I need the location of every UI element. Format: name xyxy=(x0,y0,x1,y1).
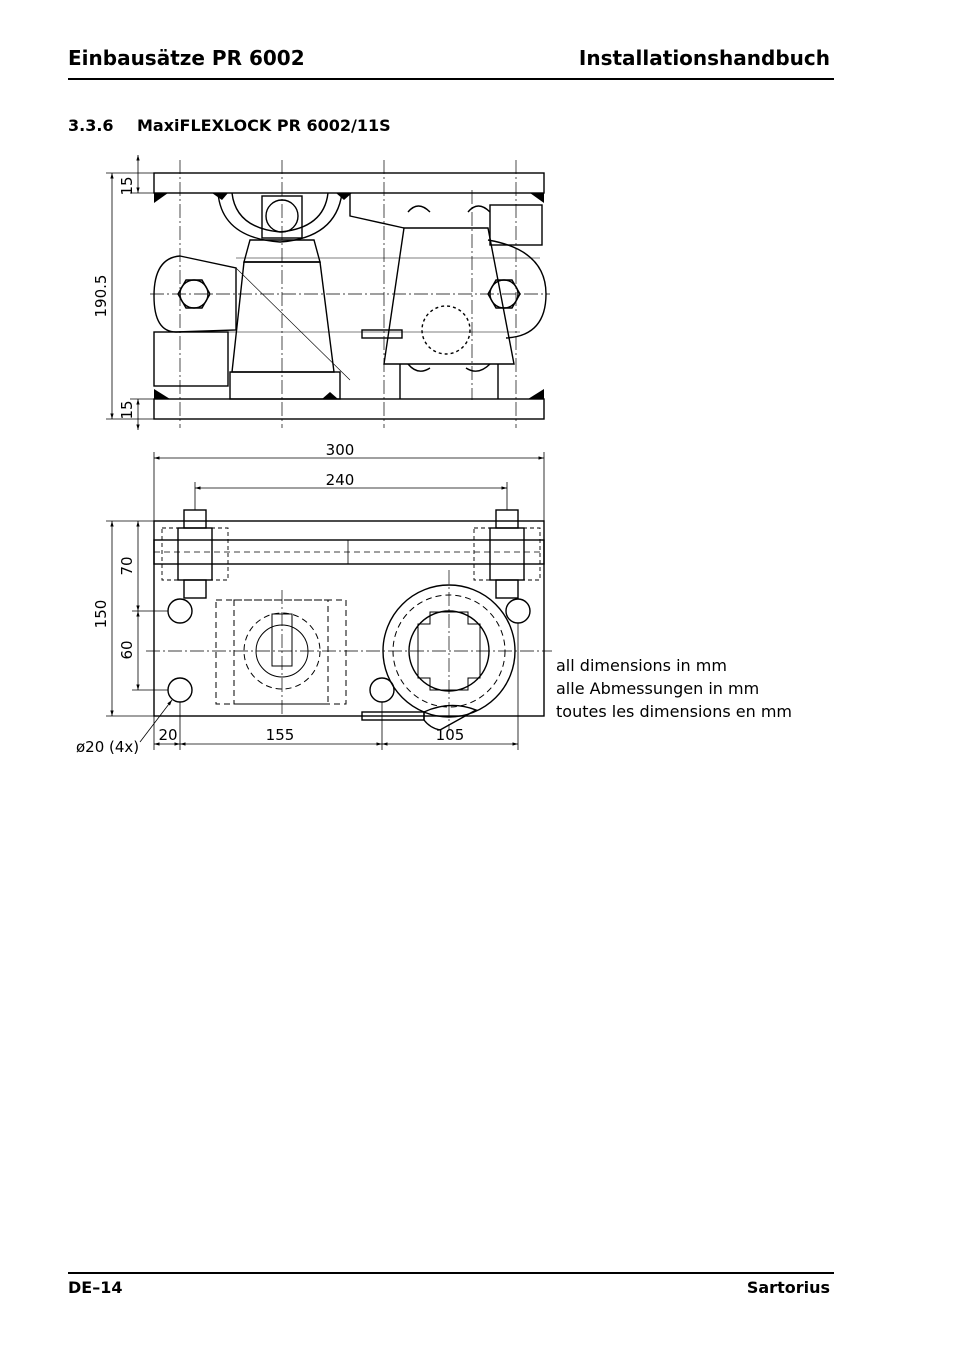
units-note-german: alle Abmessungen in mm xyxy=(556,679,760,698)
footer-page-number: DE–14 xyxy=(68,1278,123,1297)
dim-bottom-plate-label: 15 xyxy=(118,400,136,420)
header-document-title: Einbausätze PR 6002 xyxy=(68,46,305,70)
dim-overall-width-label: 150 xyxy=(92,599,110,629)
top-view xyxy=(146,510,552,730)
dim-overall-length-label: 300 xyxy=(325,441,355,459)
units-note-english: all dimensions in mm xyxy=(556,656,727,675)
footer-brand: Sartorius xyxy=(746,1278,830,1297)
mounting-hole xyxy=(168,678,192,702)
footer-rule xyxy=(68,1272,834,1274)
dim-top-plate-label: 15 xyxy=(118,176,136,196)
hole-callout-label: ø20 (4x) xyxy=(76,738,140,756)
top-plate xyxy=(154,173,544,193)
dim-bolt-spacing-label: 240 xyxy=(325,471,355,489)
load-cell-left xyxy=(232,262,334,372)
section-number: 3.3.6 xyxy=(68,116,114,135)
header-manual-title: Installationshandbuch xyxy=(578,46,830,70)
top-view-dimensions xyxy=(106,452,544,750)
dim-hole-spacing-2-label: 105 xyxy=(435,726,465,744)
dim-total-height-label: 190.5 xyxy=(92,274,110,318)
dim-upper-offset-label: 70 xyxy=(118,556,136,576)
side-view xyxy=(150,160,550,428)
bottom-plate xyxy=(154,399,544,419)
section-title: MaxiFLEXLOCK PR 6002/11S xyxy=(137,116,391,135)
load-cell-right xyxy=(384,228,514,364)
dim-hole-spacing-1-label: 155 xyxy=(265,726,295,744)
dim-lower-offset-label: 60 xyxy=(118,640,136,660)
dim-edge-offset-label: 20 xyxy=(158,726,178,744)
mounting-hole xyxy=(506,599,530,623)
units-note-french: toutes les dimensions en mm xyxy=(556,702,792,721)
units-note xyxy=(556,654,792,723)
mounting-hole xyxy=(168,599,192,623)
